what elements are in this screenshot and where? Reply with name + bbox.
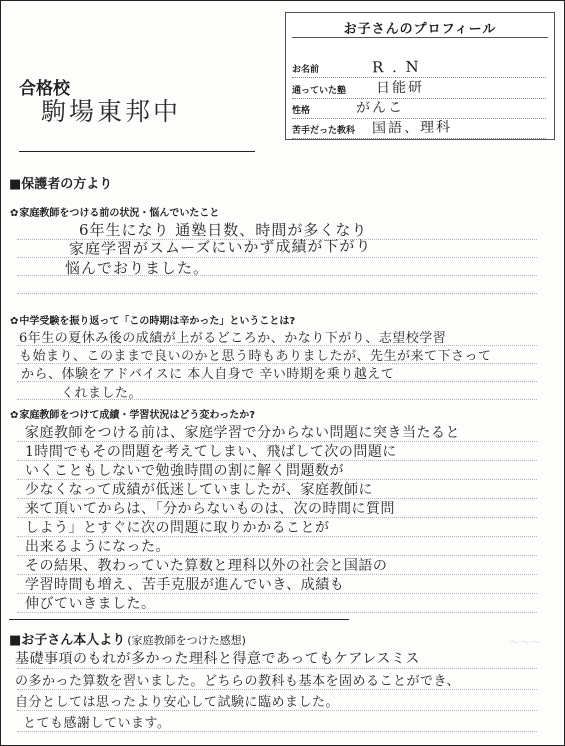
answer-line: 来て頂いてからは、「分からないものは、次の時間に質問 (25, 501, 395, 517)
answer-line: 1時間でもその問題を考えてしまい、飛ばして次の問題に (25, 444, 397, 460)
school-underline (19, 151, 255, 152)
answer-line: 家庭教師をつける前は、家庭学習で分からない問題に突き当たると (25, 425, 460, 441)
answer-line: その結果、教わっていた算数と理科以外の社会と国語の (25, 558, 388, 574)
question-hard-time-text: 中学受験を振り返って「この時期は辛かった」ということは? (19, 316, 296, 327)
school-name: 駒場東邦中 (41, 97, 182, 126)
answer-line: 家庭学習がスムーズにいかず成績が下がり (68, 236, 372, 258)
child-answer-line: の多かった算数を習いました。どちらの教科も基本を固めることができ、 (15, 674, 460, 689)
child-answer-line: とても感謝しています。 (23, 716, 171, 731)
answer-line: も始まり、このままで良いのかと思う時もありましたが、先生が来て下さって (19, 349, 492, 364)
profile-card (285, 12, 555, 140)
question-hard-time (10, 312, 295, 327)
answer-line: 悩んでおりました。 (65, 259, 210, 277)
flower-icon: ✿ (10, 316, 19, 327)
child-section-title-text: ■お子さん本人より (9, 633, 126, 648)
profile-divider (292, 37, 548, 38)
answer-line: 少なくなって成績が低迷していましたが、家庭教師に (25, 482, 373, 498)
answer-line: しよう」とすぐに次の問題に取りかかることが (25, 520, 330, 536)
child-answer-line: 自分としては思ったより安心して試験に臨めました。 (15, 695, 340, 710)
child-section-divider (9, 619, 349, 620)
answer-line: くれました。 (61, 386, 143, 401)
profile-row-weak-subject (292, 118, 546, 139)
answer-line: から、体験をアドバイスに 本人自身で 辛い時期を乗り越えて (21, 367, 395, 382)
profile-row-personality (292, 98, 546, 119)
answer-line: 6年生になり 通塾日数、時間が多くなり (79, 221, 368, 239)
profile-value-personality: がんこ (355, 99, 405, 117)
ruled-line (17, 293, 537, 294)
profile-row-name (292, 57, 546, 78)
question-before-tutor (10, 204, 219, 219)
profile-title: お子さんのプロフィール (343, 22, 497, 37)
child-section-title (9, 629, 246, 648)
answer-line: いくこともしないで勉強時間の割に解く問題数が (25, 463, 344, 479)
question-before-tutor-text: 家庭教師をつける前の状況・悩んでいたこと (19, 208, 220, 219)
ruled-line (17, 710, 537, 711)
question-after-tutor-text: 家庭教師をつけて成績・学習状況はどう変わったか? (19, 410, 256, 421)
profile-value-cram-school: 日能研 (375, 79, 425, 97)
profile-label-personality: 性格 (292, 106, 311, 116)
answer-line: 伸びていきました。 (25, 596, 156, 612)
show-through-mark: 〜〜〜 (509, 636, 542, 649)
ruled-line (17, 668, 537, 669)
profile-value-name: R . N (371, 57, 421, 77)
answer-line: 学習時間も増え、苦手克服が進んでいき、成績も (25, 577, 345, 593)
school-label: 合格校 (19, 79, 70, 99)
answer-line: 6年生の夏休み後の成績が上がるどころか、かなり下がり、志望校学習 (19, 331, 447, 346)
child-answer-line: 基礎事項のもれが多かった理科と得意であってもケアレスミス (15, 651, 420, 667)
answer-line: 出来るようになった。 (25, 539, 170, 555)
profile-label-name: お名前 (292, 65, 320, 75)
profile-row-cram-school (292, 78, 546, 99)
profile-value-weak-subject: 国語、理科 (371, 119, 453, 137)
flower-icon: ✿ (10, 410, 19, 421)
question-after-tutor (10, 406, 255, 421)
profile-label-cram-school: 通っていた塾 (292, 86, 347, 96)
ruled-line (17, 689, 537, 690)
child-section-note: (家庭教師をつけた感想) (127, 634, 246, 647)
ruled-line (17, 731, 537, 732)
guardian-section-title: ■保護者の方より (9, 177, 113, 192)
profile-label-weak-subject: 苦手だった教科 (292, 126, 356, 136)
flower-icon: ✿ (10, 208, 19, 219)
